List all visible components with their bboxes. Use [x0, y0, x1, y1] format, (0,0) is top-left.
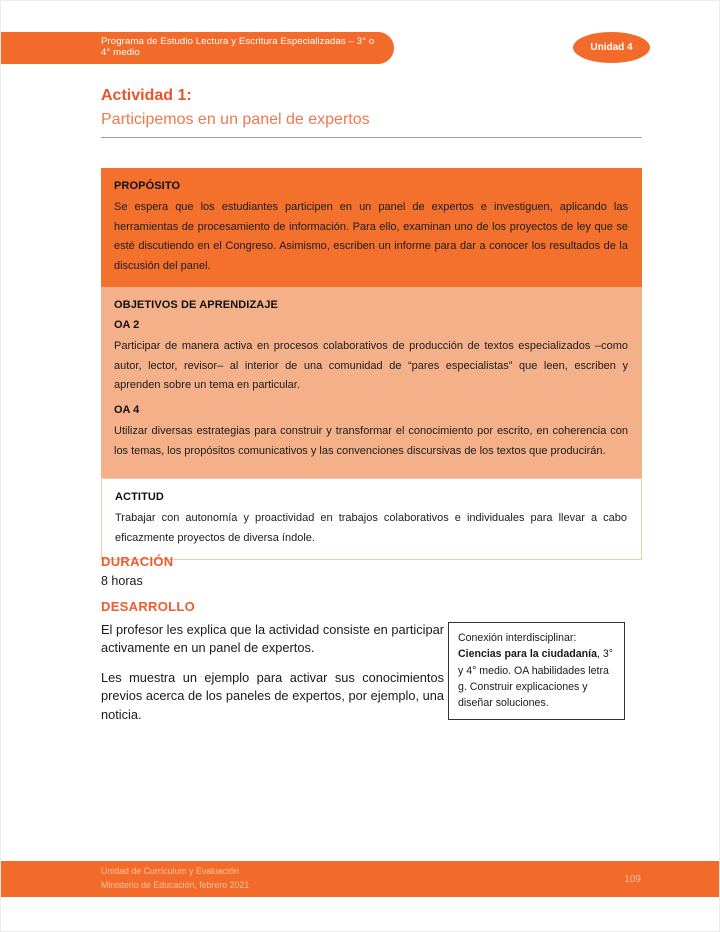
title-divider — [101, 137, 642, 138]
footer-bar — [1, 861, 720, 897]
objetivos-heading: OBJETIVOS DE APRENDIZAJE — [114, 299, 278, 312]
duracion-value: 8 horas — [101, 574, 143, 588]
actitud-body: Trabajar con autonomía y proactividad en trabajos colaborativos e individuales para llevar a cabo eficazmente proyectos de diversa índole. — [115, 512, 627, 544]
duracion-heading: DURACIÓN — [101, 554, 174, 569]
footer-credits — [101, 865, 249, 892]
proposito-section — [101, 168, 642, 287]
footer-line1: Unidad de Currículum y Evaluación — [101, 866, 239, 877]
unit-badge — [573, 32, 650, 63]
oa4-label: OA 4 — [114, 404, 140, 417]
page-number: 109 — [624, 873, 641, 885]
header-program-bar — [1, 32, 394, 64]
activity-title: Actividad 1: — [101, 87, 192, 104]
activity-info-box — [101, 168, 642, 560]
objetivos-section — [101, 287, 642, 478]
actitud-section — [101, 478, 642, 560]
connection-note-box — [448, 622, 625, 720]
duracion-block — [101, 554, 173, 588]
proposito-body: Se espera que los estudiantes participen en un panel de expertos e investiguen, aplicando las herramientas de procesamiento de información. Para ello, examinan uno de los proyectos de ley que se esté discutiendo en el Congreso. Asimismo, escriben un informe para dar a conocer los resultados de la discusión del panel. — [114, 201, 628, 272]
footer-content — [101, 861, 641, 897]
oa2-label: OA 2 — [114, 319, 140, 332]
oa2-body: Participar de manera activa en procesos colaborativos de producción de textos especializados –como autor, lector, revisor– al interior de una comunidad de “pares especialistas” que leen, escriben y aprenden sobre un tema en particular. — [114, 340, 628, 392]
desarrollo-paragraph-1: El profesor les explica que la actividad consiste en participar activamente en un panel de expertos. — [101, 622, 444, 656]
connection-note-suffix: , 3° y 4° medio. OA habilidades letra g. Construir explicaciones y diseñar soluciones. — [458, 648, 613, 710]
title-block — [101, 86, 642, 138]
desarrollo-paragraph-2: Les muestra un ejemplo para activar sus conocimientos previos acerca de los paneles de expertos, por ejemplo, una noticia. — [101, 670, 444, 722]
desarrollo-block — [101, 599, 444, 736]
unit-badge-label: Unidad 4 — [590, 42, 633, 53]
header-program-title: Programa de Estudio Lectura y Escritura Especializadas – 3° o 4° medio — [101, 36, 375, 58]
activity-subtitle: Participemos en un panel de expertos — [101, 111, 370, 129]
connection-note-course: Ciencias para la ciudadanía — [458, 648, 597, 661]
oa4-body: Utilizar diversas estrategias para construir y transformar el conocimiento por escrito, en coherencia con los temas, los propósitos comunicativos y las convenciones discursivas de los textos que producirán. — [114, 425, 628, 457]
desarrollo-heading: DESARROLLO — [101, 599, 195, 614]
connection-note-prefix: Conexión interdisciplinar: — [458, 632, 577, 644]
footer-line2: Ministerio de Educación, febrero 2021 — [101, 880, 250, 890]
actitud-heading: ACTITUD — [115, 491, 164, 504]
proposito-heading: PROPÓSITO — [114, 180, 181, 192]
